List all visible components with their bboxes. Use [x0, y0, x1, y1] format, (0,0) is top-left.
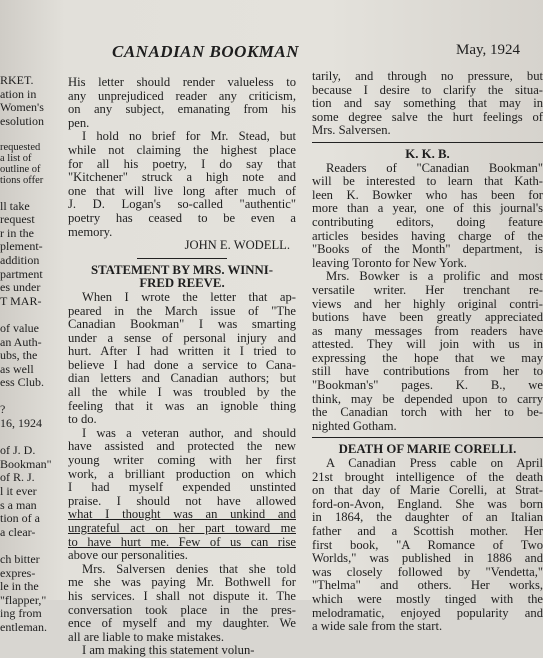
text-line: expres- [0, 565, 36, 580]
text-line: ford-on-Avon, England. She was born [312, 496, 543, 511]
text-line: attested. They will join with us in [312, 337, 543, 352]
text-line: melodramatic, enjoyed popularity and [312, 605, 543, 620]
text-line: tions offer [0, 174, 44, 186]
letter-signature: JOHN E. WODELL. [184, 238, 290, 253]
left-column-lines [0, 74, 62, 635]
text-line: an Auth- [0, 334, 42, 349]
text-line: His letter should render valueless to [68, 75, 296, 89]
text-line: Canadian Bookman" I was smarting [68, 317, 296, 332]
text-line: versatile writer. Her trenchant re- [312, 282, 543, 297]
text-line: hurt. After I had written it I tried to [68, 344, 296, 359]
text-line: addition [0, 252, 40, 267]
text-line: me she was paying Mr. Bothwell for [68, 575, 296, 590]
text-line: father and a Scottish mother. Her [312, 524, 543, 538]
kkb-heading: K. K. B. [405, 146, 450, 161]
text-line: have assisted and protected the new [68, 439, 296, 454]
text-line: on any subject, emanating from his [68, 102, 296, 117]
text-line: plement- [0, 239, 43, 254]
text-line [0, 308, 62, 322]
text-line: "Bookman's" pages. K. B., we [312, 378, 543, 393]
text-line: ungrateful act on her part toward me [68, 521, 296, 535]
text-line: of R. J. [0, 470, 35, 485]
text-line: ll take [0, 198, 30, 213]
text-line: as well [0, 361, 34, 376]
issue-date: May, 1924 [456, 42, 521, 58]
text-line: ence of myself and my daughter. We [68, 616, 296, 631]
text-line [0, 539, 62, 553]
text-line: "Thelma" and others. Her works, [312, 578, 543, 593]
wodell-letter-paragraph-2 [68, 130, 296, 239]
text-line: RKET. [0, 74, 34, 87]
text-line: feeling that it was an ignoble thing [68, 398, 296, 413]
text-line [0, 186, 62, 200]
right-column [312, 70, 543, 634]
text-line: ubs, the [0, 348, 38, 363]
text-line: expressing the hope that we may [312, 350, 543, 365]
text-line: a wide sale from the start. [312, 619, 443, 634]
text-line: one that will live long after much of [68, 183, 296, 198]
text-line: think, may be depended upon to carry [312, 391, 543, 406]
text-line: Women's [0, 100, 44, 115]
text-line: es under [0, 280, 41, 295]
text-line: r in the [0, 225, 34, 240]
text-line: outline of [0, 163, 41, 175]
text-line: entleman. [0, 619, 47, 634]
reeve-paragraph-2 [68, 427, 296, 563]
text-line: as many messages from readers have [312, 323, 543, 338]
text-line: under a sense of personal injury and [68, 330, 296, 345]
text-line: peared in the March issue of "The [68, 303, 296, 318]
text-line: partment [0, 266, 43, 281]
text-line: work, a brilliant production on which [68, 466, 296, 481]
text-line: to have hurt me. Few of us can rise [68, 534, 296, 549]
reeve-statement-heading-line-2: FRED REEVE. [139, 276, 225, 291]
text-line: still have contributions from her to [312, 364, 543, 379]
text-line: tion of a [0, 511, 40, 526]
text-line: because I desire to clarify the situa- [312, 82, 543, 97]
corelli-heading: DEATH OF MARIE CORELLI. [338, 442, 517, 457]
text-line: Bookman" [0, 456, 52, 471]
text-line: Mrs. Bowker is a prolific and most [326, 269, 543, 284]
text-line: contributing editors, doing feature [312, 214, 543, 229]
text-line: esolution [0, 113, 44, 128]
text-line [0, 431, 62, 445]
reeve-paragraph-1 [68, 291, 296, 427]
text-line: ing from [0, 606, 42, 621]
text-line: tarily, and through no pressure, but [312, 69, 543, 83]
text-line: Mrs. Salversen denies that she told [82, 561, 296, 576]
text-line: first book, "A Romance of Two [312, 537, 543, 552]
text-line: 16, 1924 [0, 416, 42, 431]
text-line: more than a year, one of this journal's [312, 201, 543, 216]
text-line: l it ever [0, 484, 37, 499]
text-line: I was a veteran author, and should [82, 425, 296, 440]
text-line: to do. [68, 412, 97, 427]
text-line: "flapper," [0, 592, 47, 607]
text-line: ation in [0, 86, 37, 101]
text-line: believe I had done a service to Cana- [68, 357, 296, 372]
wodell-letter-paragraph-1 [68, 76, 296, 130]
text-line: ess Club. [0, 375, 45, 390]
left-column-fragment [0, 74, 62, 635]
text-line: will be interested to learn that Kath- [312, 174, 543, 189]
text-line: leen K. Bowker who has been for [312, 187, 543, 202]
reeve-paragraph-4 [68, 644, 296, 658]
text-line [0, 390, 62, 404]
text-line: I am making this statement volun- [82, 643, 255, 658]
text-line: 21st brought intelligence of the death [312, 469, 543, 484]
text-line: a list of [0, 152, 32, 164]
text-line: in 1864, the daughter of an Italian [312, 510, 543, 525]
text-line: J. D. Logan's so-called "authentic" [68, 197, 296, 212]
text-line: some degree salve the hurt feelings of [312, 109, 543, 124]
text-line: A Canadian Press cable on April [326, 456, 543, 471]
text-line: "Books of the Month" department, is [312, 242, 543, 257]
text-line: le in the [0, 579, 39, 594]
text-line: When I wrote the letter that ap- [82, 289, 296, 304]
text-line: the Canadian torch with her to be- [312, 405, 543, 420]
text-line: conversation took place in the pres- [68, 602, 296, 617]
text-line: pen. [68, 115, 90, 130]
text-line: his services. I shall not dispute it. The [68, 588, 296, 603]
text-line: Readers of "Canadian Bookman" [326, 160, 543, 175]
text-line: poetry has ceased to be even a [68, 210, 296, 225]
text-line: all are liable to make mistakes. [68, 629, 224, 644]
text-line: a clear- [0, 524, 36, 539]
text-line: leaving Toronto for New York. [312, 255, 467, 270]
text-line: tion and say something that may in [312, 96, 543, 111]
text-line: which were mostly tinged with the [312, 591, 543, 606]
magazine-title: CANADIAN BOOKMAN [112, 42, 300, 61]
text-line: was closely followed by "Vendetta," [312, 564, 543, 579]
text-line: what I thought was an unkind and [68, 507, 296, 522]
text-line: of value [0, 320, 39, 335]
text-line: young writer coming with her first [68, 453, 296, 468]
text-line: butions have been greatly appreciated [312, 310, 543, 325]
text-line: any unprejudiced reader any criticism, [68, 88, 296, 103]
text-line: of J. D. [0, 443, 36, 458]
text-line: views and her highly original contri- [312, 296, 543, 311]
text-line: Worlds," was published in 1886 and [312, 551, 543, 566]
text-line [0, 128, 62, 142]
section-divider [137, 258, 227, 259]
corelli-paragraph [312, 457, 543, 634]
text-line: I had myself expended unstinted [68, 480, 296, 495]
reeve-statement-continued [312, 70, 543, 138]
middle-column [68, 76, 296, 658]
text-line: articles besides having charge of the [312, 228, 543, 243]
kkb-paragraph-2 [312, 270, 543, 433]
text-line: Mrs. Salversen. [312, 123, 391, 138]
text-line: T MAR- [0, 293, 42, 308]
text-line: ? [0, 402, 6, 417]
text-line: on that day of Marie Corelli, at Strat- [312, 483, 543, 498]
text-line: nighted Gotham. [312, 418, 397, 433]
text-line: requested [0, 141, 41, 153]
text-line: all the while I was troubled by the [68, 385, 296, 400]
text-line: for all his poetry, I do say that [68, 156, 296, 171]
section-divider [312, 142, 543, 143]
text-line: request [0, 212, 35, 227]
text-line: ch bitter [0, 552, 40, 566]
text-line: while not claiming the highest place [68, 142, 296, 157]
text-line: memory. [68, 224, 113, 239]
section-divider [312, 437, 543, 438]
text-line: above our personalities. [68, 548, 188, 563]
text-line: s a man [0, 497, 37, 512]
text-line: praise. I should not have allowed [68, 493, 296, 508]
kkb-paragraph-1 [312, 162, 543, 271]
text-line: dian letters and Canadian authors; but [68, 371, 296, 386]
reeve-statement-heading-line-1: STATEMENT BY MRS. WINNI- [90, 262, 274, 277]
reeve-paragraph-3 [68, 563, 296, 645]
text-line: I hold no brief for Mr. Stead, but [82, 129, 296, 144]
text-line: "Kitchener" struck a high note and [68, 170, 296, 185]
